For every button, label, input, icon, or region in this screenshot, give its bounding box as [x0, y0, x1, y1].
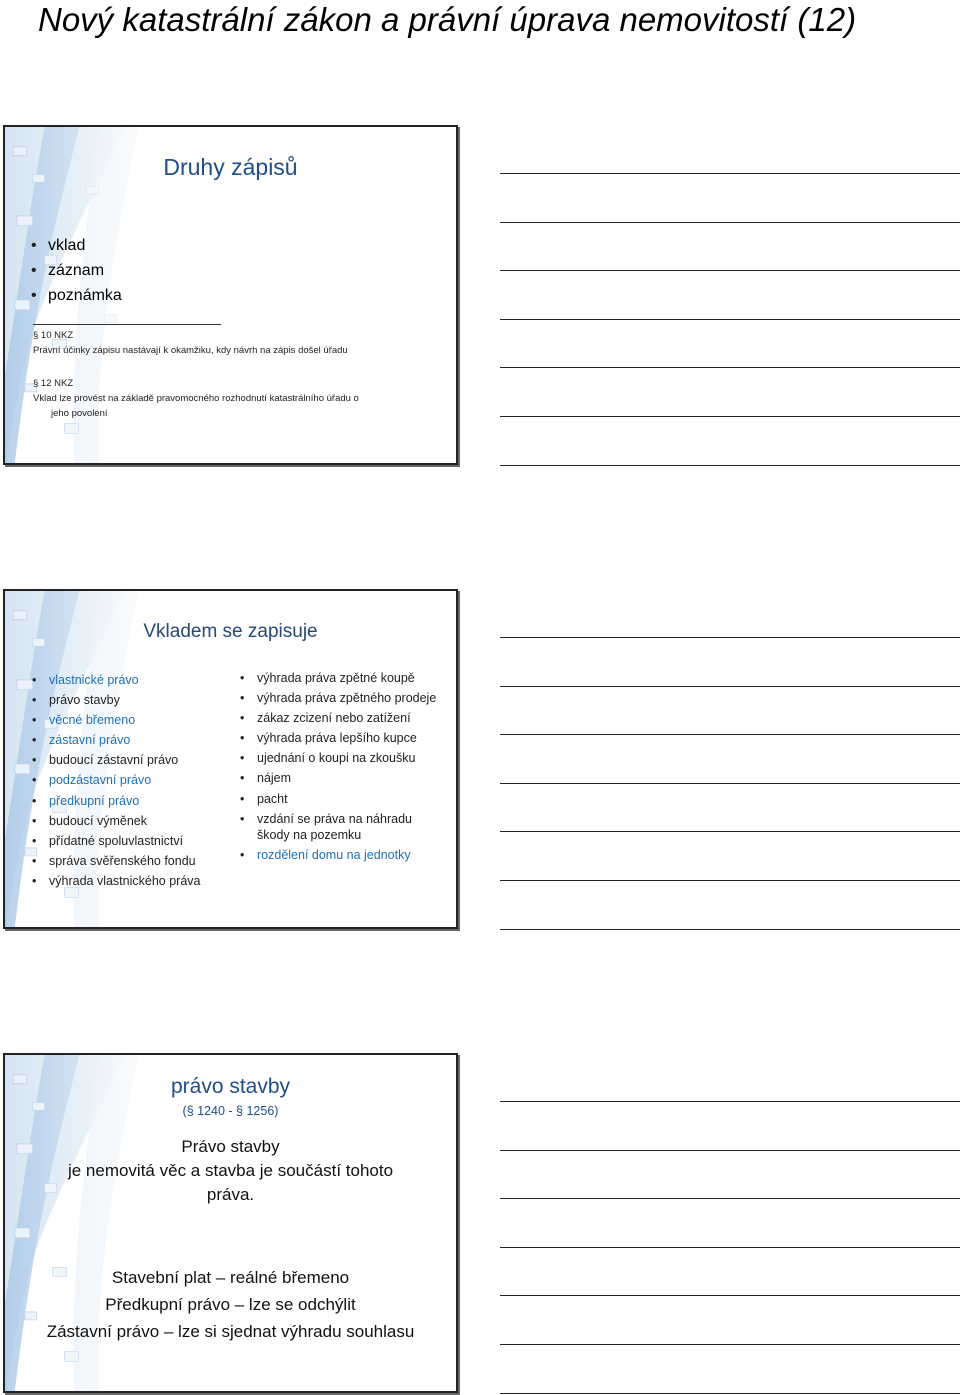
list-item: • vlastnické právo — [32, 670, 200, 690]
slide-title: Druhy zápisů — [163, 154, 298, 180]
note-line — [500, 270, 960, 271]
slide-druhy-zapisu — [3, 125, 458, 465]
paragraph-text: Právní účinky zápisu nastávají k okamžiku, kdy návrh na zápis došel úřadu — [33, 345, 348, 356]
note-line — [500, 1295, 960, 1296]
list-item: • výhrada vlastnického práva — [32, 871, 200, 891]
note-line — [500, 1101, 960, 1102]
paragraph-12-nkz — [33, 376, 433, 421]
note-line — [500, 173, 960, 174]
note-line — [500, 465, 960, 466]
note-line-text: Stavební plat – reálné břemeno — [111, 1268, 350, 1287]
divider — [33, 324, 221, 325]
list-item: • věcné břemeno — [32, 710, 200, 730]
list-item: • ujednání o koupi na zkoušku — [240, 750, 445, 766]
note-line — [500, 637, 960, 638]
slide-vkladem-se-zapisuje — [3, 589, 458, 929]
zapis-types-list — [31, 233, 122, 308]
paragraph-10-nkz — [33, 328, 433, 358]
list-item: • budoucí zástavní právo — [32, 750, 200, 770]
definition-text — [5, 1135, 456, 1207]
slide-title: právo stavby — [170, 1075, 291, 1098]
note-line — [500, 880, 960, 881]
note-line — [500, 1247, 960, 1248]
page-title: Nový katastrální zákon a právní úprava nemovitostí (12) — [38, 1, 857, 38]
list-item: • výhrada práva zpětné koupě — [240, 670, 445, 686]
list-item: • vklad — [31, 233, 122, 258]
section-reference: § 10 NKZ — [33, 330, 74, 341]
vklad-rights-list-left — [32, 670, 200, 891]
list-item: • vzdání se práva na náhradu škody na pozemku — [240, 811, 445, 844]
list-item: • budoucí výměnek — [32, 811, 200, 831]
slide-title: Vkladem se zapisuje — [143, 621, 318, 642]
note-line-text: Zástavní právo – lze si sjednat výhradu souhlasu — [46, 1322, 415, 1341]
note-line-text: Předkupní právo – lze se odchýlit — [105, 1295, 356, 1314]
note-line — [500, 831, 960, 832]
list-item: • nájem — [240, 770, 445, 786]
list-item: • správa svěřenského fondu — [32, 851, 200, 871]
note-line — [500, 1150, 960, 1151]
vklad-rights-list-right — [240, 670, 445, 867]
list-item: • rozdělení domu na jednotky — [240, 847, 445, 863]
paragraph-text-continued: jeho povolení — [51, 408, 108, 419]
list-item: • právo stavby — [32, 690, 200, 710]
section-reference: § 12 NKZ — [33, 378, 74, 389]
list-item: • předkupní právo — [32, 791, 200, 811]
list-item: • přídatné spoluvlastnictví — [32, 831, 200, 851]
list-item: • zákaz zcizení nebo zatížení — [240, 710, 445, 726]
notes-block — [5, 1264, 456, 1345]
list-item: • výhrada práva lepšího kupce — [240, 730, 445, 746]
note-line — [500, 416, 960, 417]
list-item: • poznámka — [31, 283, 122, 308]
definition-body: je nemovitá věc a stavba je součástí tohoto práva. — [67, 1161, 394, 1204]
note-line — [500, 319, 960, 320]
list-item: • podzástavní právo — [32, 770, 200, 790]
note-line — [500, 929, 960, 930]
note-line — [500, 783, 960, 784]
note-line — [500, 1393, 960, 1394]
note-line — [500, 222, 960, 223]
definition-heading: Právo stavby — [181, 1137, 280, 1156]
section-range: (§ 1240 - § 1256) — [182, 1104, 279, 1118]
note-line — [500, 1198, 960, 1199]
slide-pravo-stavby — [3, 1053, 458, 1393]
list-item: • záznam — [31, 258, 122, 283]
list-item: • zástavní právo — [32, 730, 200, 750]
list-item: • pacht — [240, 791, 445, 807]
note-line — [500, 1344, 960, 1345]
note-line — [500, 367, 960, 368]
note-line — [500, 734, 960, 735]
paragraph-text: Vklad lze provést na základě pravomocného rozhodnutí katastrálního úřadu o — [33, 393, 359, 404]
note-line — [500, 686, 960, 687]
list-item: • výhrada práva zpětného prodeje — [240, 690, 445, 706]
